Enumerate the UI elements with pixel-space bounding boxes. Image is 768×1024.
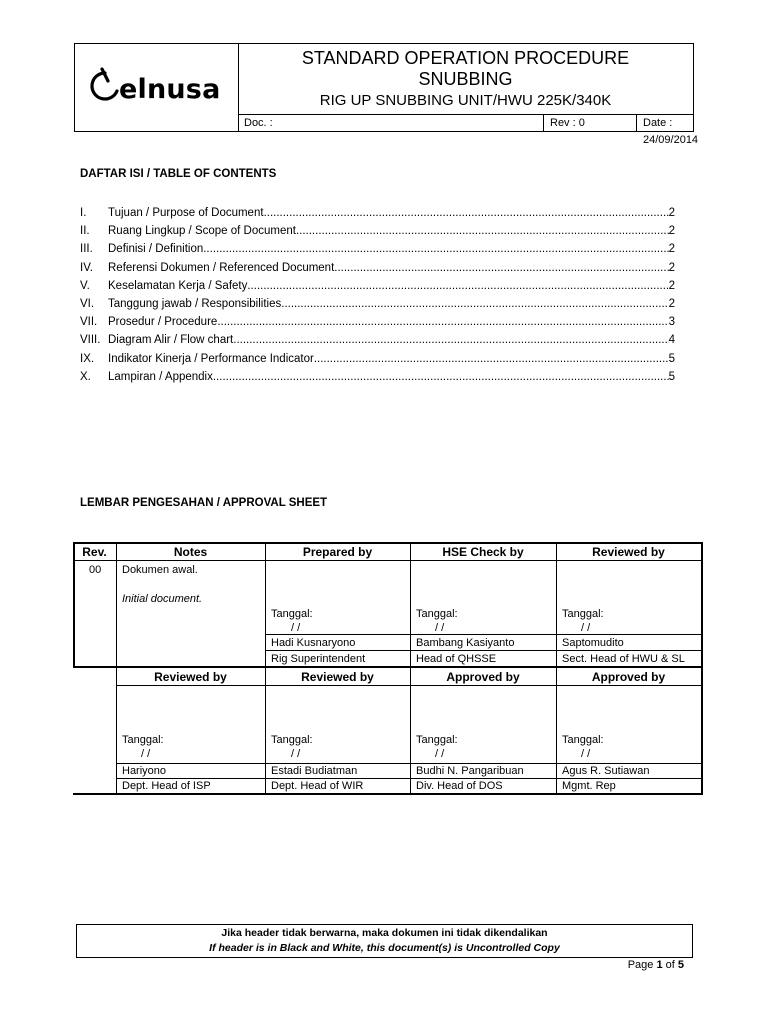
toc-leader [213, 368, 669, 386]
col-header-rev: Rev. [82, 545, 107, 559]
doc-meta-row [238, 114, 699, 146]
col-header-reviewed: Reviewed by [154, 670, 227, 684]
toc-page: 2 [668, 297, 675, 310]
date-blank[interactable]: / / [435, 622, 445, 634]
toc-label: Tujuan / Purpose of Document [108, 207, 264, 219]
toc-leader [247, 277, 668, 295]
row-divider [265, 650, 703, 651]
toc-num: V. [80, 279, 90, 292]
col-header-prepared: Prepared by [302, 545, 373, 559]
toc-page: 2 [668, 207, 675, 219]
toc-page: 2 [668, 261, 675, 274]
document-header [74, 43, 699, 146]
logo-cell [75, 44, 239, 131]
signer-title: Mgmt. Rep [562, 780, 616, 792]
signer-title: Div. Head of DOS [416, 780, 503, 792]
page-number: 1 [656, 959, 663, 971]
toc-item[interactable] [80, 313, 675, 331]
signer-name: Bambang Kasiyanto [416, 637, 515, 649]
toc-num: I. [80, 207, 87, 219]
toc-num: II. [80, 225, 90, 238]
notice-line-en: If header is in Black and White, this document(s) is Uncontrolled Copy [209, 942, 560, 954]
doc-date: Date : 24/09/2014 [643, 117, 699, 146]
rev-number: 00 [89, 564, 102, 576]
toc-num: IV. [80, 261, 94, 274]
doc-title-line1: STANDARD OPERATION PROCEDURE [301, 48, 630, 68]
toc-page: 2 [668, 279, 675, 292]
signer-title: Dept. Head of ISP [122, 780, 211, 792]
toc-num: VII. [80, 316, 98, 329]
signer-name: Estadi Budiatman [271, 765, 358, 777]
toc-leader [264, 204, 669, 222]
toc-heading: DAFTAR ISI / TABLE OF CONTENTS [80, 168, 277, 180]
toc-leader [203, 240, 668, 258]
toc-label: Ruang Lingkup / Scope of Document [108, 225, 296, 238]
signer-title: Head of QHSSE [416, 653, 497, 665]
toc-page: 3 [668, 316, 675, 329]
date-blank[interactable]: / / [291, 748, 301, 760]
toc-item[interactable] [80, 368, 675, 386]
toc-page: 4 [668, 334, 675, 347]
date-blank[interactable]: / / [581, 748, 591, 760]
notes-en: Initial document. [122, 593, 203, 605]
row-divider [265, 634, 703, 635]
company-logo [88, 66, 221, 106]
toc-label: Indikator Kinerja / Performance Indicator [108, 352, 314, 365]
notice-line-id: Jika header tidak berwarna, maka dokumen ini tidak dikendalikan [221, 927, 548, 939]
signer-name: Saptomudito [562, 637, 624, 649]
tanggal-label: Tanggal: [271, 608, 313, 620]
logo-mark-icon [88, 66, 122, 106]
col-header-approved: Approved by [591, 670, 666, 684]
toc-leader [217, 313, 668, 331]
toc-item[interactable] [80, 277, 675, 295]
signer-name: Hariyono [122, 765, 167, 777]
toc-item[interactable] [80, 240, 675, 258]
toc-item[interactable] [80, 204, 675, 222]
toc-item[interactable] [80, 222, 675, 240]
toc-page: 5 [668, 352, 675, 365]
brand-name: elnusa [119, 73, 221, 105]
page-of: of [662, 959, 678, 971]
tanggal-label: Tanggal: [562, 734, 604, 746]
col-header-hse: HSE Check by [442, 545, 524, 559]
approval-table [73, 542, 703, 795]
toc-leader [281, 295, 668, 313]
signer-title: Rig Superintendent [271, 653, 366, 665]
toc-item[interactable] [80, 295, 675, 313]
toc-item[interactable] [80, 350, 675, 368]
toc-item[interactable] [80, 259, 675, 277]
page-total: 5 [677, 959, 684, 971]
toc-leader [233, 331, 668, 349]
page-prefix: Page [627, 959, 657, 971]
signer-name: Hadi Kusnaryono [271, 637, 356, 649]
signer-title: Dept. Head of WIR [271, 780, 364, 792]
date-blank[interactable]: / / [141, 748, 151, 760]
col-header-notes: Notes [173, 545, 208, 559]
toc-label: Keselamatan Kerja / Safety [108, 279, 248, 292]
col-line [701, 542, 703, 795]
uncontrolled-copy-notice [76, 924, 693, 958]
date-blank[interactable]: / / [435, 748, 445, 760]
date-blank[interactable]: / / [581, 622, 591, 634]
toc-leader [334, 259, 668, 277]
toc-page: 5 [668, 370, 675, 383]
doc-title-line3: RIG UP SNUBBING UNIT/HWU 225K/340K [319, 92, 612, 109]
tanggal-label: Tanggal: [416, 734, 458, 746]
tanggal-label: Tanggal: [271, 734, 313, 746]
toc-num: VI. [80, 297, 95, 310]
toc-num: X. [80, 370, 91, 383]
tanggal-label: Tanggal: [416, 608, 458, 620]
table-border-bottom [73, 793, 703, 795]
revision: Rev : 0 [544, 115, 637, 132]
toc-label: Lampiran / Appendix [108, 370, 213, 383]
toc-num: IX. [80, 352, 95, 365]
signer-title: Sect. Head of HWU & SL [562, 653, 685, 665]
col-header-reviewed: Reviewed by [301, 670, 374, 684]
col-header-approved: Approved by [446, 670, 520, 684]
toc-num: III. [80, 243, 93, 256]
toc-page: 2 [668, 225, 675, 238]
toc-leader [296, 222, 669, 240]
title-area [238, 44, 693, 114]
toc-label: Diagram Alir / Flow chart [108, 334, 234, 347]
toc-label: Definisi / Definition [108, 243, 204, 256]
page-indicator [628, 959, 684, 971]
table-of-contents [80, 204, 675, 386]
toc-label: Tanggung jawab / Responsibilities [108, 297, 282, 310]
notes-id: Dokumen awal. [122, 564, 198, 576]
doc-number: Doc. : [238, 115, 544, 132]
date-blank[interactable]: / / [291, 622, 301, 634]
doc-title-line2: SNUBBING [418, 69, 513, 89]
approval-heading: LEMBAR PENGESAHAN / APPROVAL SHEET [80, 497, 328, 509]
tanggal-label: Tanggal: [122, 734, 164, 746]
signer-name: Agus R. Sutiawan [562, 765, 650, 777]
tanggal-label: Tanggal: [562, 608, 604, 620]
toc-num: VIII. [80, 334, 101, 347]
toc-page: 2 [668, 243, 675, 256]
toc-leader [314, 350, 669, 368]
toc-label: Prosedur / Procedure [108, 316, 218, 329]
toc-item[interactable] [80, 331, 675, 349]
col-header-reviewed: Reviewed by [592, 545, 665, 559]
signer-name: Budhi N. Pangaribuan [416, 765, 524, 777]
toc-label: Referensi Dokumen / Referenced Document [108, 261, 335, 274]
